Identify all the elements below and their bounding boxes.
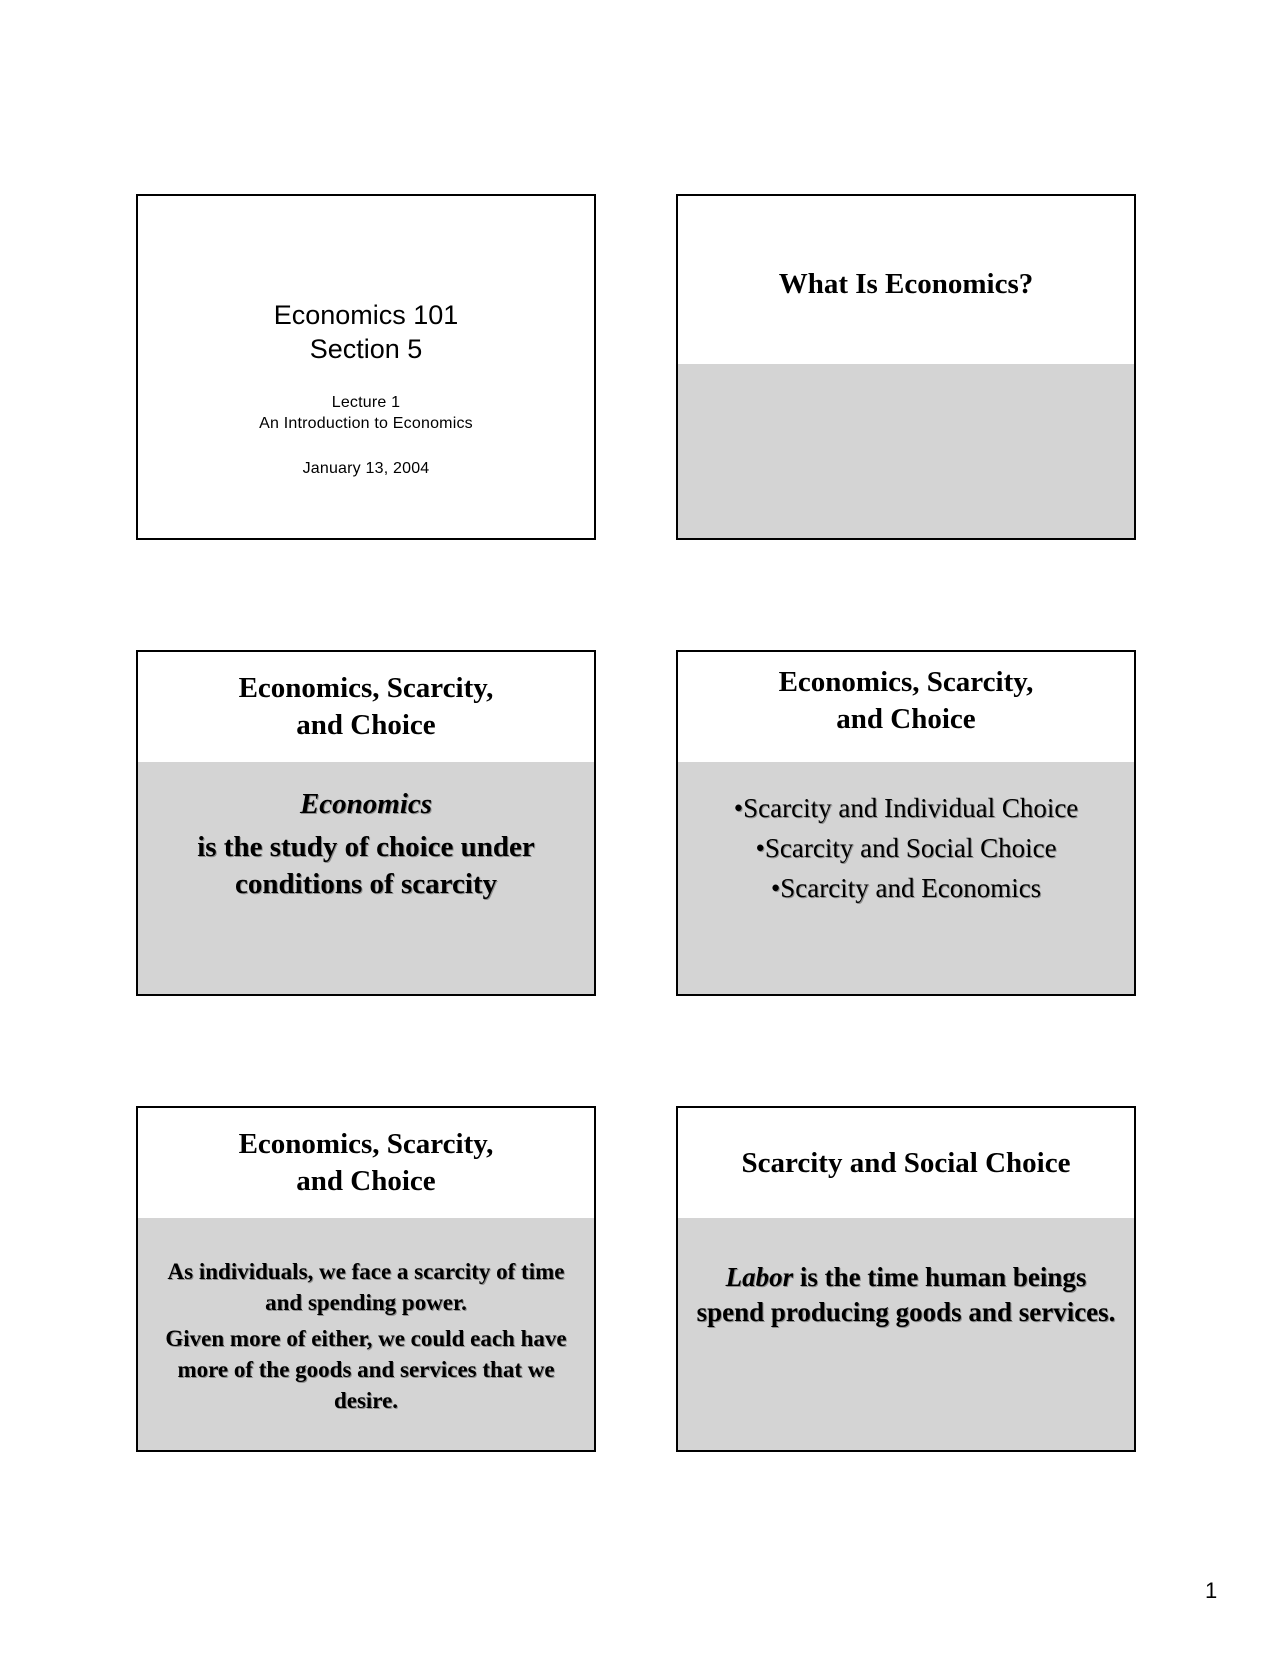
paragraph-1-line: As individuals, we face a scarcity of time (167, 1259, 565, 1284)
definition-text: is the time human beings (793, 1262, 1087, 1292)
slide-title: What Is Economics? (778, 268, 1034, 300)
slide-2 (676, 194, 1136, 540)
paragraph-2-line: Given more of either, we could each have (165, 1326, 567, 1351)
paragraph-1-line: and spending power. (265, 1290, 467, 1315)
paragraph-2-line: more of the goods and services that we (177, 1357, 555, 1382)
lecture-info (138, 392, 594, 434)
slide-4 (676, 650, 1136, 996)
slide-6 (676, 1106, 1136, 1452)
slide-3 (136, 650, 596, 996)
course-name: Economics 101 (273, 300, 459, 330)
lecture-number: Lecture 1 (331, 394, 401, 411)
definition-line-1 (678, 1260, 1134, 1295)
bullet-item: •Scarcity and Individual Choice (733, 793, 1079, 823)
slide-5 (136, 1106, 596, 1452)
lecture-topic: An Introduction to Economics (259, 415, 473, 432)
slide-title: Economics, Scarcity, and Choice (778, 666, 1034, 735)
bullet-item: •Scarcity and Social Choice (755, 833, 1057, 863)
definition-term: Economics (299, 788, 433, 820)
definition-line-1: is the study of choice under (197, 831, 535, 863)
definition-term: Labor (725, 1262, 794, 1292)
definition-line-2: conditions of scarcity (234, 868, 498, 900)
page-number: 1 (1205, 1578, 1218, 1603)
bullet-list (678, 762, 1134, 994)
course-section: Section 5 (309, 334, 423, 364)
slide-body (678, 364, 1134, 538)
paragraph-2-line: desire. (333, 1388, 399, 1413)
slide-body (678, 1218, 1134, 1450)
lecture-date: January 13, 2004 (302, 460, 430, 477)
definition-line-2: spend producing goods and services. (696, 1297, 1116, 1327)
slide-1 (136, 194, 596, 540)
slide-body (138, 1218, 594, 1450)
slide-title: Economics, Scarcity, and Choice (238, 672, 494, 741)
course-title (138, 298, 594, 366)
bullet-item: •Scarcity and Economics (770, 873, 1042, 903)
slide-title: Scarcity and Social Choice (741, 1146, 1071, 1179)
slide-title: Economics, Scarcity, and Choice (238, 1128, 494, 1197)
slide-body (138, 762, 594, 994)
